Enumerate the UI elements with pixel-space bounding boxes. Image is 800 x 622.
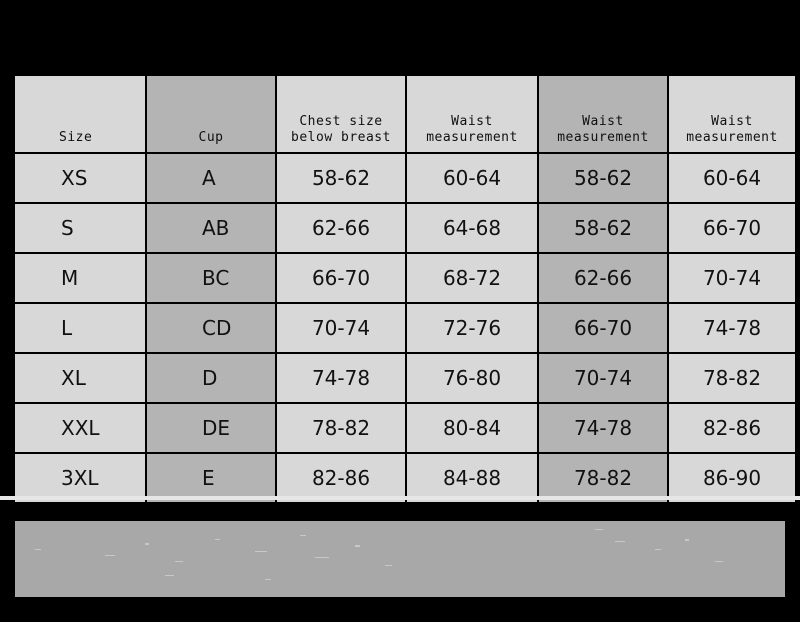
header-chest-line1: Chest size <box>299 114 383 129</box>
cell-waist-2: 78-82 <box>539 454 667 502</box>
size-chart-table <box>15 76 785 488</box>
cell-waist-1: 76-80 <box>407 354 537 402</box>
cell-waist-1: 60-64 <box>407 154 537 202</box>
cell-cup: AB <box>147 204 275 252</box>
cell-waist-1: 80-84 <box>407 404 537 452</box>
bottom-banner <box>15 521 785 597</box>
cell-size: XXL <box>15 404 145 452</box>
header-cup <box>147 76 275 152</box>
cell-size: S <box>15 204 145 252</box>
cell-chest: 62-66 <box>277 204 405 252</box>
cell-cup: CD <box>147 304 275 352</box>
cell-waist-2: 74-78 <box>539 404 667 452</box>
header-waist-1-line1: Waist <box>451 114 493 129</box>
cell-waist-1: 72-76 <box>407 304 537 352</box>
cell-cup: A <box>147 154 275 202</box>
header-waist-3-line1: Waist <box>711 114 753 129</box>
cell-waist-3: 60-64 <box>669 154 795 202</box>
cell-waist-2: 66-70 <box>539 304 667 352</box>
cell-cup: D <box>147 354 275 402</box>
cell-chest: 78-82 <box>277 404 405 452</box>
cell-waist-2: 62-66 <box>539 254 667 302</box>
cell-chest: 58-62 <box>277 154 405 202</box>
header-waist-1-line2: measurement <box>426 130 518 145</box>
cell-chest: 70-74 <box>277 304 405 352</box>
cell-chest: 74-78 <box>277 354 405 402</box>
cell-waist-1: 68-72 <box>407 254 537 302</box>
cell-waist-1: 84-88 <box>407 454 537 502</box>
header-waist-2 <box>539 76 667 152</box>
header-size <box>15 76 145 152</box>
cell-chest: 66-70 <box>277 254 405 302</box>
cell-size: 3XL <box>15 454 145 502</box>
cell-size: L <box>15 304 145 352</box>
header-cup-label: Cup <box>198 130 224 145</box>
header-waist-3-line2: measurement <box>686 130 778 145</box>
cell-waist-3: 86-90 <box>669 454 795 502</box>
header-size-label: Size <box>59 130 93 145</box>
cell-size: XS <box>15 154 145 202</box>
header-waist-3 <box>669 76 795 152</box>
cell-waist-3: 82-86 <box>669 404 795 452</box>
header-chest <box>277 76 405 152</box>
cell-waist-3: 70-74 <box>669 254 795 302</box>
divider-line <box>0 496 800 500</box>
cell-size: M <box>15 254 145 302</box>
header-waist-2-line1: Waist <box>582 114 624 129</box>
cell-waist-2: 70-74 <box>539 354 667 402</box>
cell-waist-3: 66-70 <box>669 204 795 252</box>
cell-cup: DE <box>147 404 275 452</box>
cell-cup: E <box>147 454 275 502</box>
cell-waist-3: 74-78 <box>669 304 795 352</box>
cell-size: XL <box>15 354 145 402</box>
cell-chest: 82-86 <box>277 454 405 502</box>
cell-waist-2: 58-62 <box>539 204 667 252</box>
cell-cup: BC <box>147 254 275 302</box>
banner-noise-graphic <box>15 521 785 597</box>
header-waist-1 <box>407 76 537 152</box>
header-waist-2-line2: measurement <box>557 130 649 145</box>
cell-waist-1: 64-68 <box>407 204 537 252</box>
header-chest-line2: below breast <box>291 130 391 145</box>
cell-waist-2: 58-62 <box>539 154 667 202</box>
cell-waist-3: 78-82 <box>669 354 795 402</box>
